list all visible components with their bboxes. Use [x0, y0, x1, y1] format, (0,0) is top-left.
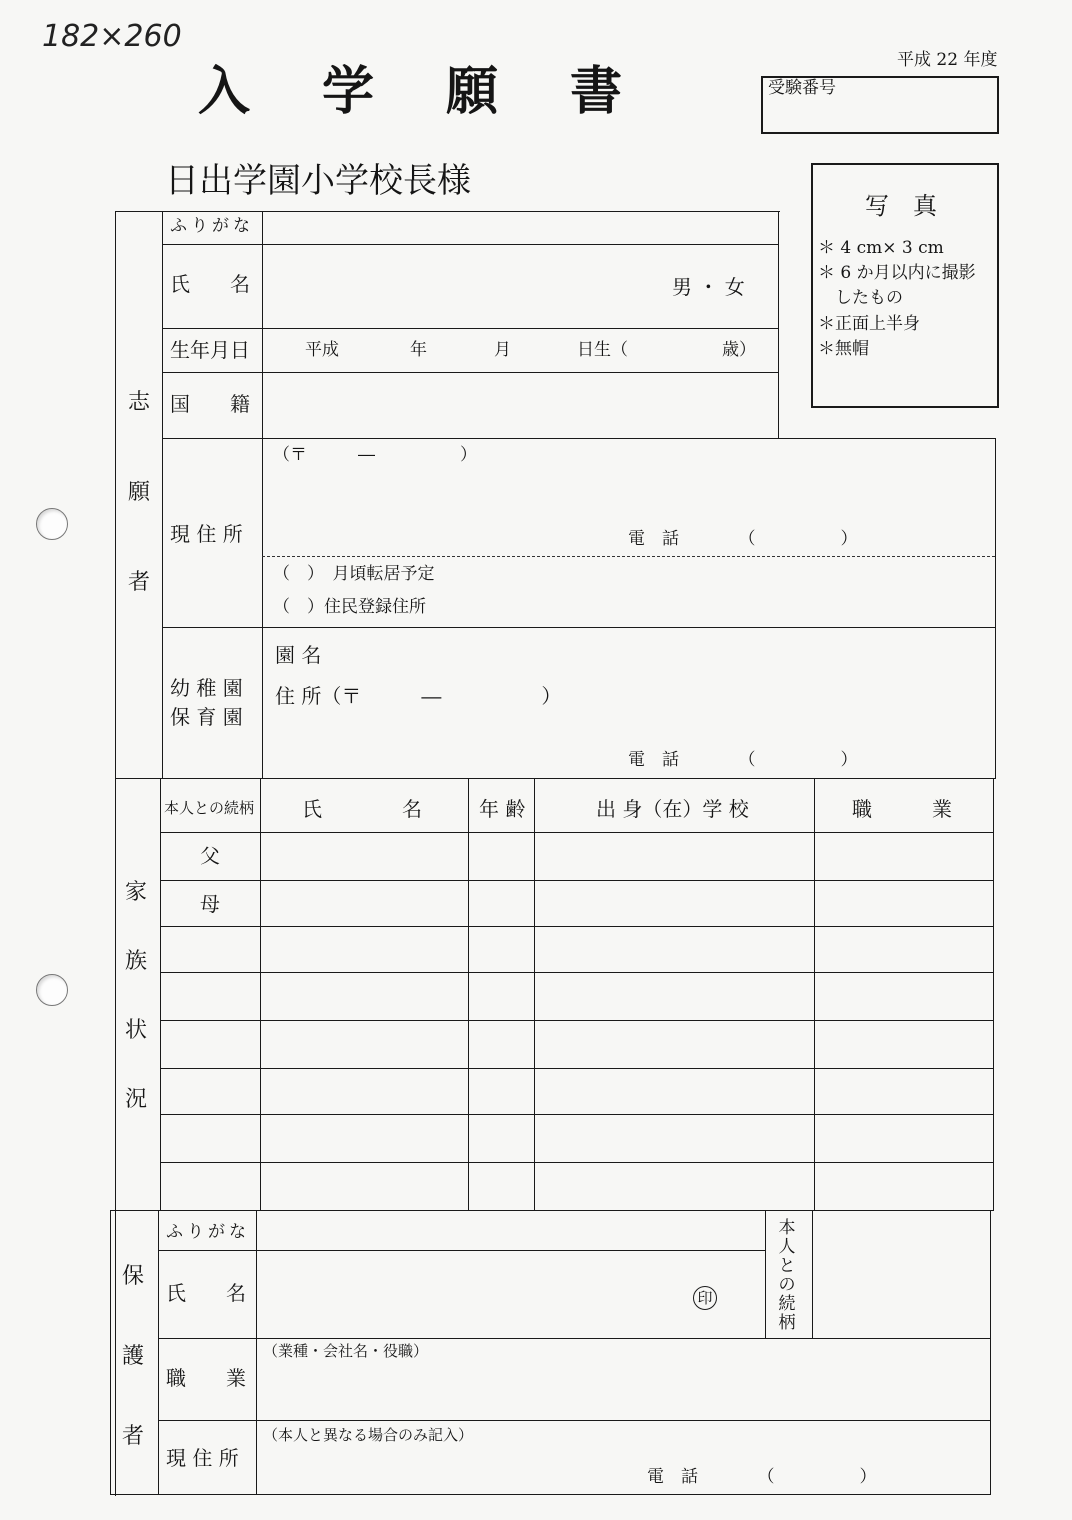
handwritten-size-note: 182×260 — [42, 19, 182, 54]
nationality-label: 国 籍 — [170, 392, 250, 416]
guardian-occupation-label: 職 業 — [166, 1366, 246, 1390]
guardian-furigana-field[interactable] — [258, 1212, 763, 1248]
registered-address-checkbox[interactable]: （ ）住民登録住所 — [273, 597, 426, 617]
fiscal-year: 平成 22 年度 — [897, 50, 998, 70]
photo-note: ＊ 4 cm× 3 cm — [818, 238, 944, 258]
moving-plan-checkbox[interactable]: （ ） 月頃転居予定 — [273, 564, 435, 584]
page-title: 入 学 願 書 — [198, 61, 633, 122]
relation-mother: 母 — [200, 892, 220, 916]
furigana-label: ふりがな — [170, 216, 254, 236]
nursery-label: 保 育 園 — [170, 705, 243, 729]
header-occupation: 職 業 — [852, 797, 952, 821]
photo-note: したもの — [818, 288, 903, 308]
birthdate-label: 生年月日 — [170, 338, 250, 362]
furigana-field[interactable] — [264, 213, 776, 243]
gender-choice[interactable]: 男 ・ 女 — [672, 275, 745, 299]
address-phone[interactable]: 電 話 （ ） — [628, 529, 858, 549]
header-name: 氏 名 — [302, 797, 422, 821]
relation-father: 父 — [200, 844, 220, 868]
header-relation: 本人との続柄 — [164, 799, 255, 817]
kg-name-label: 園 名 — [275, 643, 322, 667]
binder-hole — [36, 974, 68, 1006]
nationality-field[interactable] — [264, 374, 776, 436]
photo-note: ＊ 6 か月以内に撮影 — [818, 263, 976, 283]
guardian-phone[interactable]: 電 話 （ ） — [647, 1467, 877, 1487]
guardian-name-label: 氏 名 — [166, 1281, 246, 1305]
seal-mark: 印 — [693, 1286, 717, 1310]
guardian-furigana-label: ふりがな — [166, 1222, 250, 1242]
birth-month: 月 — [494, 340, 511, 360]
kg-address-label[interactable]: 住 所（〒 ― ） — [275, 684, 562, 708]
applicant-section-label: 志 願 者 — [127, 390, 150, 595]
guardian-relation-field[interactable] — [814, 1212, 989, 1336]
name-field[interactable] — [264, 246, 664, 326]
birth-day: 日生（ — [577, 340, 628, 360]
guardian-occupation-hint: （業種・会社名・役職） — [263, 1342, 429, 1360]
address-postal[interactable]: （〒 ― ） — [273, 445, 477, 465]
kindergarten-label: 幼 稚 園 — [170, 676, 243, 700]
guardian-address-label: 現 住 所 — [166, 1446, 239, 1470]
photo-title: 写 真 — [865, 192, 937, 220]
family-section-label: 家 族 状 況 — [124, 880, 147, 1112]
birth-age: 歳） — [722, 340, 756, 360]
birth-year: 年 — [410, 340, 427, 360]
kg-phone[interactable]: 電 話 （ ） — [628, 750, 858, 770]
guardian-occupation-field[interactable] — [258, 1340, 988, 1418]
guardian-section-label: 保 護 者 — [121, 1264, 144, 1449]
header-school: 出 身（在）学 校 — [596, 797, 749, 821]
address-label: 現 住 所 — [170, 522, 243, 546]
guardian-address-hint: （本人と異なる場合のみ記入） — [263, 1426, 474, 1444]
photo-note: ＊正面上半身 — [818, 314, 920, 334]
guardian-relation-label: 本 人 と の 続 柄 — [778, 1218, 796, 1333]
photo-note: ＊無帽 — [818, 339, 869, 359]
guardian-name-field[interactable] — [258, 1252, 688, 1336]
name-label: 氏 名 — [170, 272, 250, 296]
exam-number-label: 受験番号 — [768, 78, 836, 98]
binder-hole — [36, 508, 68, 540]
addressee: 日出学園小学校長様 — [165, 161, 471, 201]
header-age: 年 齢 — [479, 797, 526, 821]
birth-era: 平成 — [305, 340, 339, 360]
